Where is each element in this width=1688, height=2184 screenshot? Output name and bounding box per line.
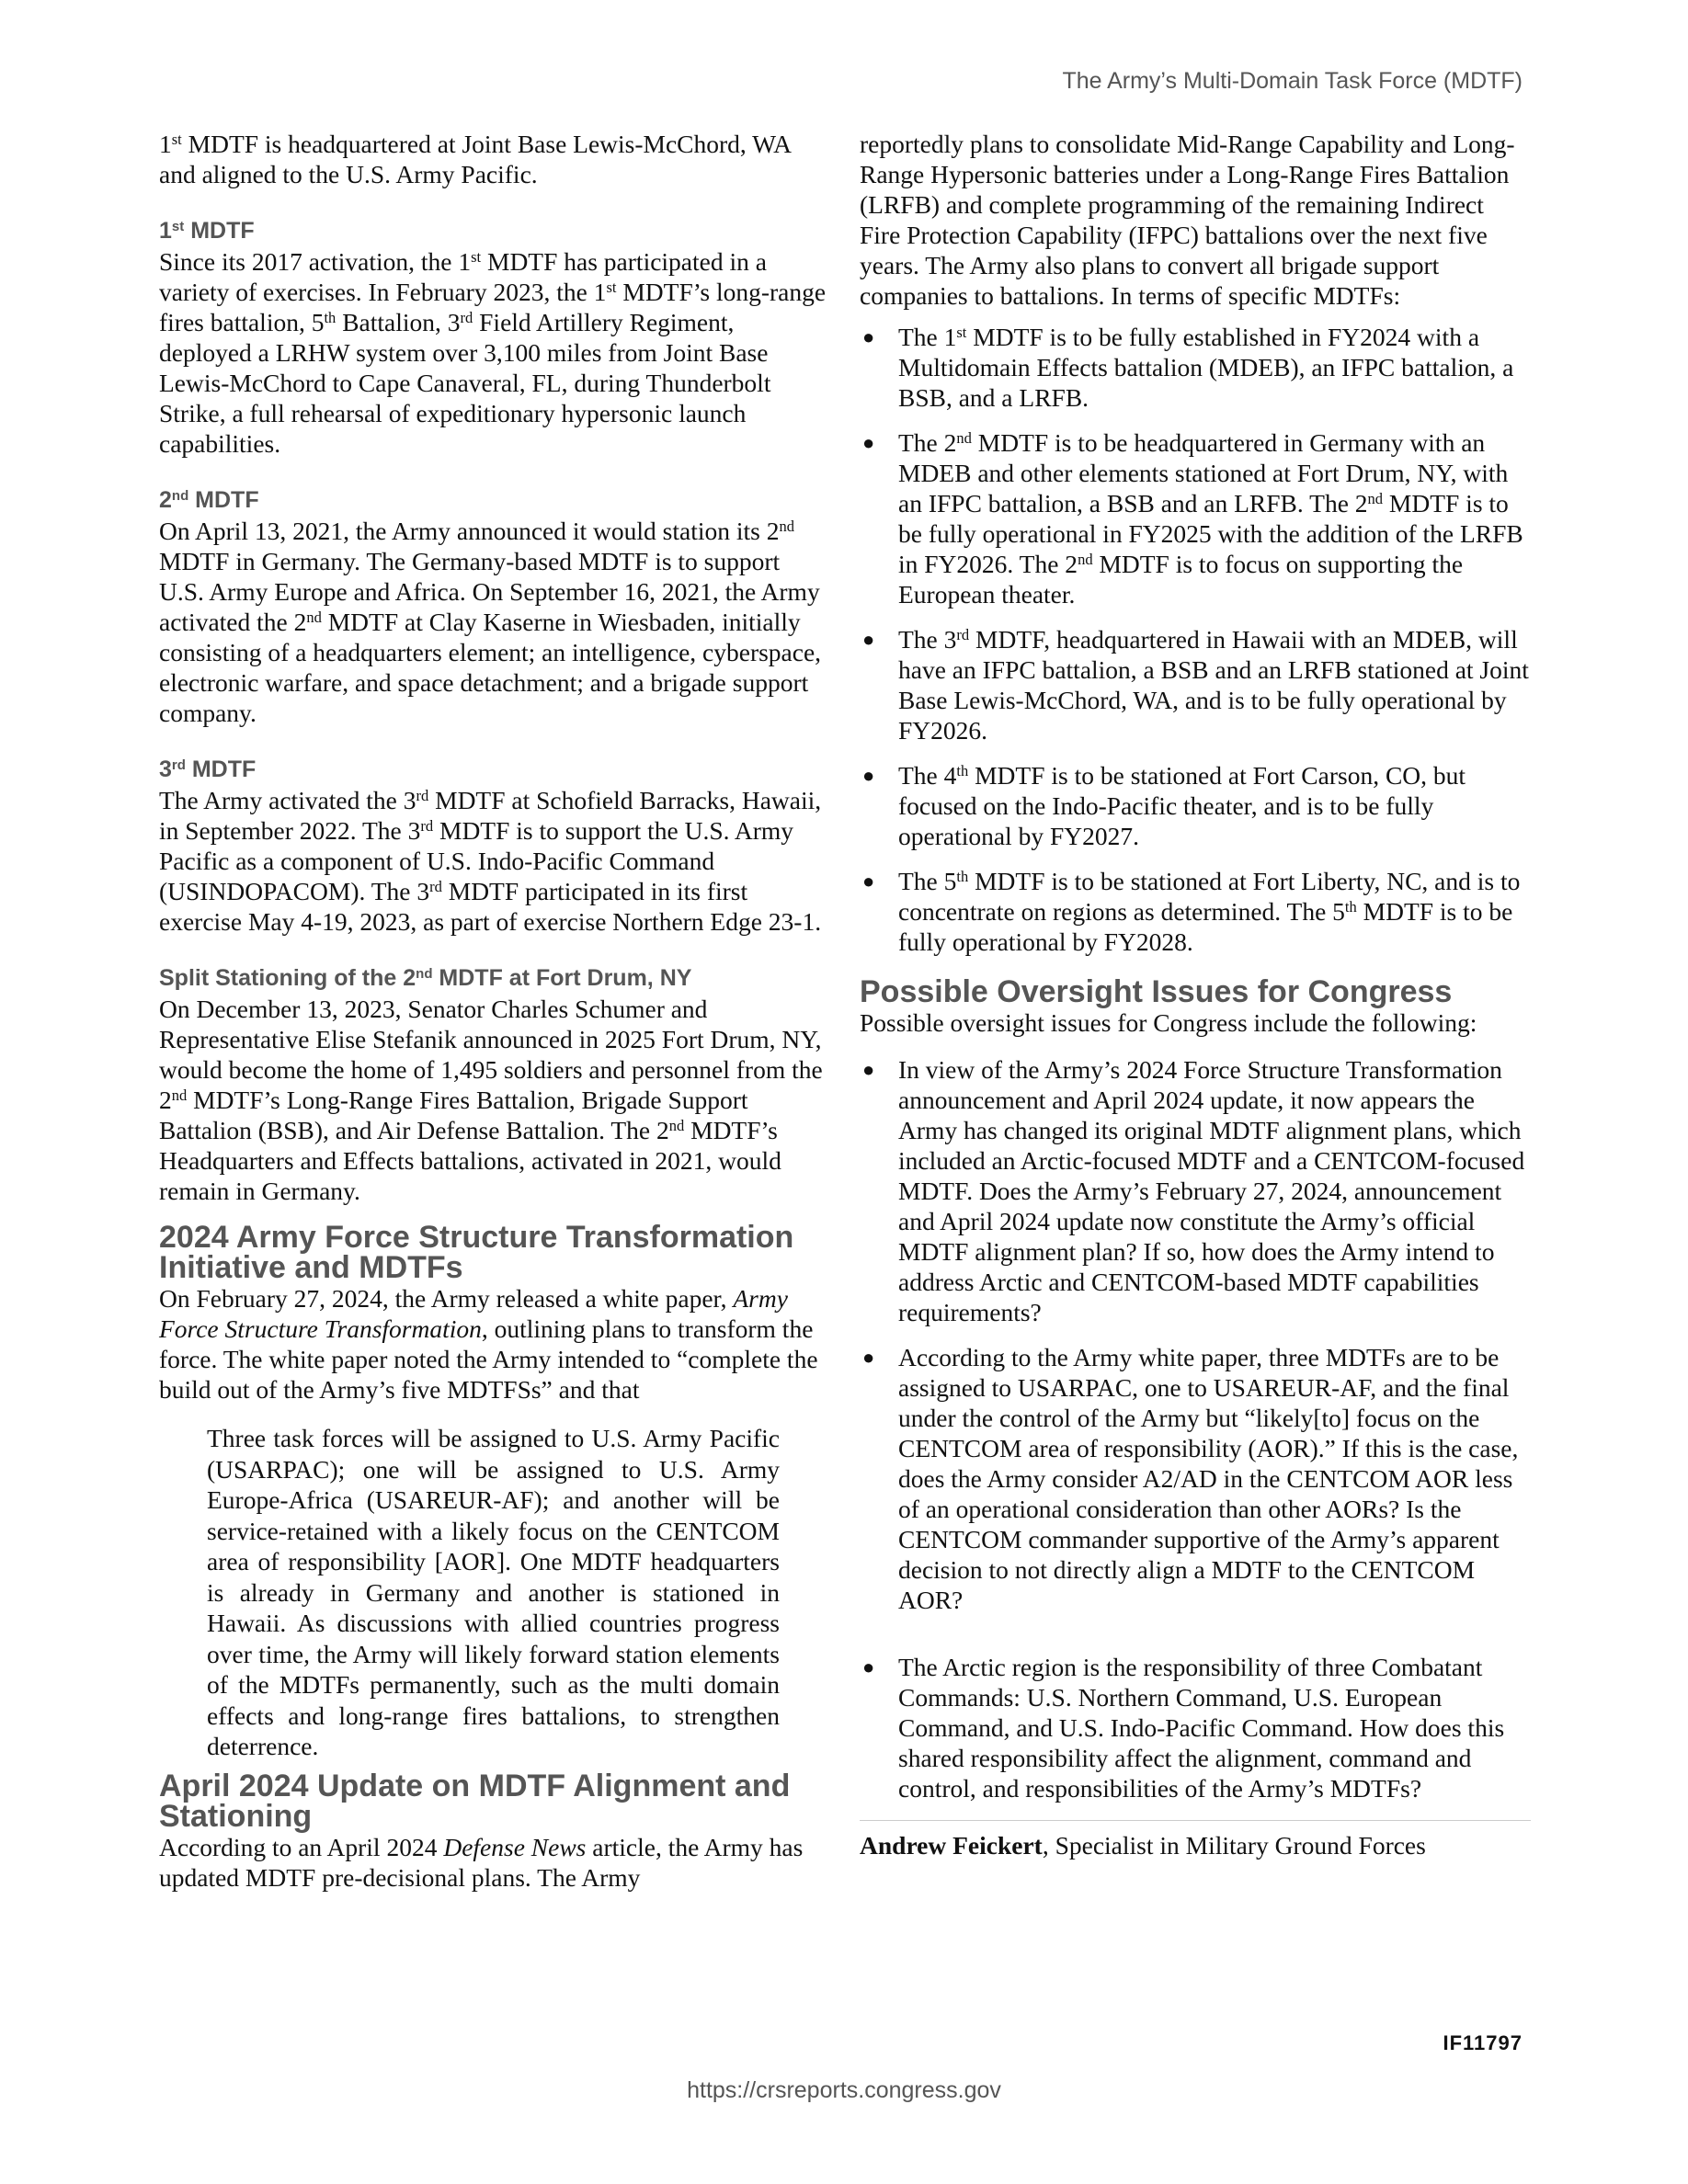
left-column — [159, 129, 827, 1893]
paragraph-continued: reportedly plans to consolidate Mid-Range Capability and Long-Range Hypersonic batteries under a Long-Range Fires Battalion (LRFB) and complete programming of the remaining Indirect Fire Protection Capability (IFPC) battalions over the next five years. The Army also plans to convert all brigade support companies to battalions. In terms of specific MDTFs: — [860, 130, 1515, 310]
list-item: ● The 2nd MDTF is to be headquartered in Germany with an MDEB and other elements stationed at Fort Drum, NY, with an IFPC battalion, a BSB and an LRFB. The 2nd MDTF is to be fully operational in FY2025 with the addition of the LRFB in FY2026. The 2nd MDTF is to focus on supporting the European theater. — [862, 428, 1523, 609]
bullet-icon: ● — [862, 431, 875, 454]
right-column — [860, 129, 1531, 1860]
heading-split-stationing: Split Stationing of the 2nd MDTF at Fort Drum, NY — [159, 965, 692, 991]
bullet-icon: ● — [862, 1346, 875, 1369]
list-item: ● The 5th MDTF is to be stationed at Fort Liberty, NC, and is to concentrate on regions as determined. The 5th MDTF is to be fully operational by FY2028. — [862, 867, 1521, 956]
block-quote: Three task forces will be assigned to U.S. Army Pacific (USARPAC); one will be assigned to U.S. Army Europe-Africa (USAREUR-AF); and another will be service-retained with a likely focus on the CENTCOM area of responsibility [AOR]. One MDTF headquarters is already in Germany and another is stationed in Hawaii. As discussions with allied countries progress over time, the Army will likely forward station elements of the MDTFs permanently, such as the multi domain effects and long-range fires battalions, to strengthen deterrence. — [207, 1424, 780, 1760]
list-item: ● The 1st MDTF is to be fully established in FY2024 with a Multidomain Effects battalion (MDEB), an IFPC battalion, a BSB, and a LRFB. — [862, 323, 1514, 412]
paragraph-2024-transformation: On February 27, 2024, the Army released a white paper, Army Force Structure Transformation, outlining plans to transform the force. The white paper noted the Army intended to “complete the build out of the Army’s five MDTFSs” and that — [159, 1284, 818, 1404]
bullet-icon: ● — [862, 325, 875, 348]
bullet-icon: ● — [862, 764, 875, 787]
bullet-icon: ● — [862, 628, 875, 651]
oversight-bullet-list — [860, 1054, 1531, 1803]
list-item: ● The 4th MDTF is to be stationed at Fort Carson, CO, but focused on the Indo-Pacific theater, and is to be fully operational by FY2027. — [862, 761, 1466, 850]
product-code: IF11797 — [1443, 2031, 1523, 2054]
paragraph-2nd-mdtf: On April 13, 2021, the Army announced it would station its 2nd MDTF in Germany. The Germany-based MDTF is to support U.S. Army Europe and Africa. On September 16, 2021, the Army activated the 2nd MDTF at Clay Kaserne in Wiesbaden, initially consisting of a headquarters element; an intelligence, cyberspace, electronic warfare, and space detachment; and a brigade support company. — [159, 517, 822, 727]
heading-2nd-mdtf: 2nd MDTF — [159, 487, 259, 513]
footer-url[interactable]: https://crsreports.congress.gov — [687, 2077, 1001, 2103]
bullet-icon: ● — [862, 1655, 875, 1678]
author-line — [860, 1820, 1531, 1860]
list-item: ● The Arctic region is the responsibility of three Combatant Commands: U.S. Northern Command, U.S. European Command, and U.S. Indo-Pacific Command. How does this shared responsibility affect the alignment, command and control, and responsibilities of the Army’s MDTFs? — [862, 1653, 1505, 1803]
bullet-icon: ● — [862, 870, 875, 893]
paragraph-oversight-issues: Possible oversight issues for Congress include the following: — [860, 1008, 1477, 1037]
paragraph-april-2024-update: According to an April 2024 Defense News article, the Army has updated MDTF pre-decisional plans. The Army — [159, 1832, 804, 1892]
bullet-icon: ● — [862, 1058, 875, 1081]
paragraph-split-stationing: On December 13, 2023, Senator Charles Schumer and Representative Elise Stefanik announced in 2025 Fort Drum, NY, would become the home of 1,495 soldiers and personnel from the 2nd MDTF’s Long-Range Fires Battalion, Brigade Support Battalion (BSB), and Air Defense Battalion. The 2nd MDTF’s Headquarters and Effects battalions, activated in 2021, would remain in Germany. — [159, 995, 823, 1205]
list-item: ● According to the Army white paper, three MDTFs are to be assigned to USARPAC, one to USAREUR-AF, and the final under the control of the Army but “likely[to] focus on the CENTCOM area of responsibility (AOR).” If this is the case, does the Army consider A2/AD in the CENTCOM AOR less of an operational consideration than other AORs? Is the CENTCOM commander supportive of the Army’s apparent decision to not directly align a MDTF to the CENTCOM AOR? — [862, 1343, 1519, 1614]
heading-oversight-issues: Possible Oversight Issues for Congress — [860, 974, 1453, 1009]
heading-1st-mdtf: 1st MDTF — [159, 218, 255, 244]
intro-paragraph: 1st MDTF is headquartered at Joint Base Lewis-McChord, WA and aligned to the U.S. Army Pacific. — [159, 130, 791, 188]
list-item: ● The 3rd MDTF, headquartered in Hawaii with an MDEB, will have an IFPC battalion, a BSB and an LRFB stationed at Joint Base Lewis-McChord, WA, and is to be fully operational by FY2026. — [862, 625, 1529, 745]
paragraph-3rd-mdtf: The Army activated the 3rd MDTF at Schofield Barracks, Hawaii, in September 2022. The 3rd MDTF is to support the U.S. Army Pacific as a component of U.S. Indo-Pacific Command (USINDOPACOM). The 3rd MDTF participated in its first exercise May 4-19, 2023, as part of exercise Northern Edge 23-1. — [159, 786, 822, 936]
list-item: ● In view of the Army’s 2024 Force Structure Transformation announcement and April 2024 update, it now appears the Army has changed its original MDTF alignment plans, which included an Arctic-focused MDTF and a CENTCOM-focused MDTF. Does the Army’s February 27, 2024, announcement and April 2024 update now constitute the Army’s official MDTF alignment plan? If so, how does the Army intend to address Arctic and CENTCOM-based MDTF capabilities requirements? — [862, 1055, 1525, 1326]
heading-3rd-mdtf: 3rd MDTF — [159, 756, 257, 782]
running-title: The Army’s Multi-Domain Task Force (MDTF) — [1062, 68, 1523, 94]
author-name: Andrew Feickert — [860, 1831, 1043, 1860]
paragraph-1st-mdtf: Since its 2017 activation, the 1st MDTF has participated in a variety of exercises. In February 2023, the 1st MDTF’s long-range fires battalion, 5th Battalion, 3rd Field Artillery Regiment, deployed a LRHW system over 3,100 miles from Joint Base Lewis-McChord to Cape Canaveral, FL, during Thunderbolt Strike, a full rehearsal of expeditionary hypersonic launch capabilities. — [159, 247, 827, 458]
mdtf-bullet-list — [860, 322, 1531, 957]
author-role: , Specialist in Military Ground Forces — [1042, 1831, 1426, 1860]
heading-2024-transformation: 2024 Army Force Structure Transformation Initiative and MDTFs — [159, 1220, 794, 1285]
heading-april-2024-update: April 2024 Update on MDTF Alignment and Stationing — [159, 1768, 791, 1834]
